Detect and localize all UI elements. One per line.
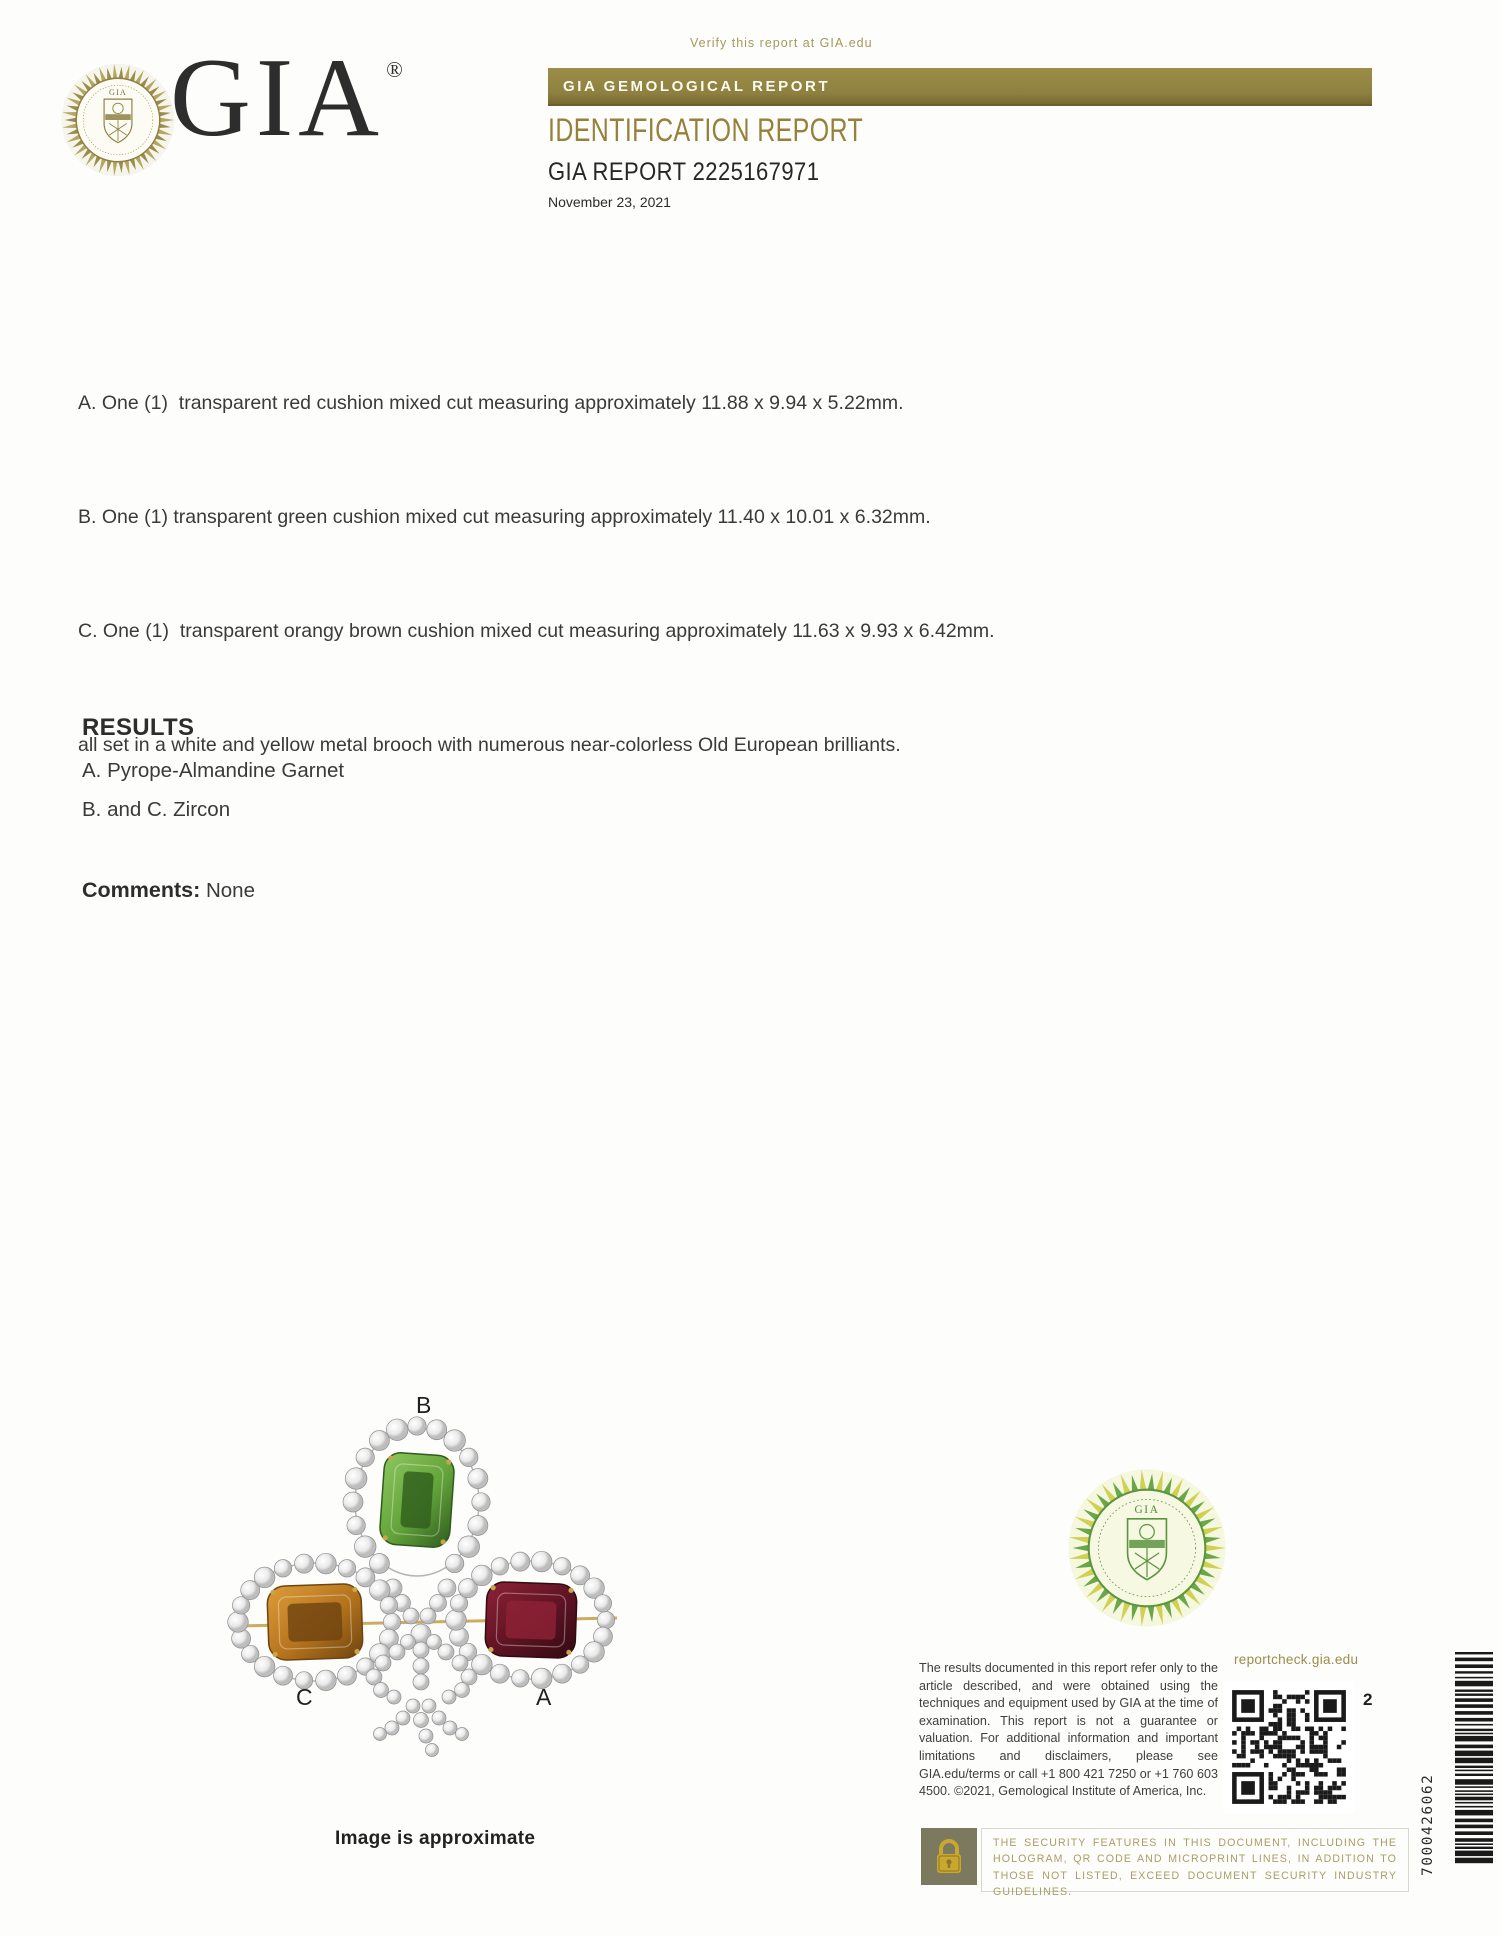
gia-wordmark-text: GIA <box>170 36 385 160</box>
verify-report-link: Verify this report at GIA.edu <box>690 36 873 50</box>
disclaimer-text: The results documented in this report refer only to the article described, and were obtained using the techniques and equipment used by GIA at the time of examination. This report is not a guarantee or valuation. For additional information and important limitations and disclaimers, please see GIA.edu/terms or call +1 800 421 7250 or +1 760 603 4500. ©2021, Gemological Institute of America, Inc. <box>919 1661 1218 1799</box>
comments-row <box>82 878 255 903</box>
result-item-a: A. Pyrope-Almandine Garnet <box>82 759 345 782</box>
image-approximate-caption: Image is approximate <box>335 1828 536 1849</box>
description-line-c: C. One (1) transparent orangy brown cushion mixed cut measuring approximately 11.63 x 9.93 x 6.42mm. <box>78 620 995 642</box>
comments-value: None <box>205 879 255 902</box>
gia-hologram-seal <box>1066 1467 1228 1629</box>
report-type-title: IDENTIFICATION REPORT <box>548 112 864 148</box>
results-heading: RESULTS <box>82 714 195 741</box>
security-hologram-patch <box>921 1828 977 1885</box>
results-list <box>82 752 344 829</box>
report-number: GIA REPORT 2225167971 <box>548 158 820 186</box>
report-banner: GIA GEMOLOGICAL REPORT <box>548 68 1372 106</box>
description-line-a: A. One (1) transparent red cushion mixed cut measuring approximately 11.88 x 9.94 x 5.22mm. <box>78 392 904 414</box>
barcode <box>1455 1652 1493 1870</box>
gia-seal-logo <box>60 62 176 178</box>
brooch-photo <box>225 1390 670 1790</box>
registered-trademark-symbol: ® <box>386 57 403 82</box>
gia-wordmark <box>170 36 403 160</box>
qr-page-number: 2 <box>1363 1690 1373 1709</box>
report-date: November 23, 2021 <box>548 194 671 210</box>
result-item-bc: B. and C. Zircon <box>82 797 231 821</box>
gem-label-c: C <box>296 1684 313 1710</box>
svg-text:GIA: GIA <box>109 88 127 98</box>
description-line-setting: all set in a white and yellow metal brooch with numerous near-colorless Old European brilliants. <box>78 734 901 756</box>
qr-code <box>1223 1681 1355 1813</box>
comments-label: Comments: <box>82 878 201 902</box>
gem-label-a: A <box>536 1684 552 1710</box>
description-line-b: B. One (1) transparent green cushion mixed cut measuring approximately 11.40 x 10.01 x 6.32mm. <box>78 506 931 528</box>
svg-text:GIA: GIA <box>1134 1504 1160 1517</box>
reportcheck-url: reportcheck.gia.edu <box>1234 1652 1359 1667</box>
barcode-number: 7000426062 <box>1420 1773 1436 1876</box>
security-notice-text: THE SECURITY FEATURES IN THIS DOCUMENT, INCLUDING THE HOLOGRAM, QR CODE AND MICROPRINT LINES, IN ADDITION TO THOSE NOT LISTED, EXCEED DOCUMENT SECURITY INDUSTRY GUIDELINES. <box>993 1837 1397 1899</box>
lock-icon <box>930 1837 968 1877</box>
gem-label-b: B <box>416 1392 432 1418</box>
